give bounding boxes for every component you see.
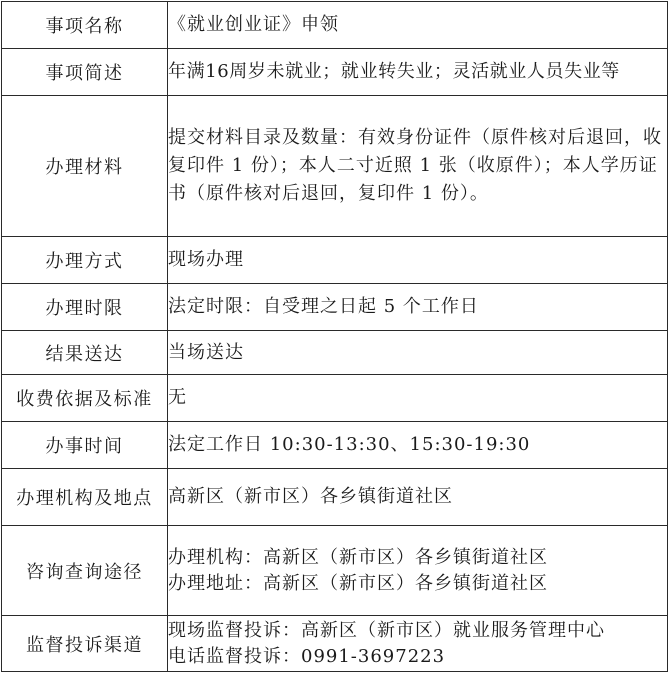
value-inquiry — [168, 526, 668, 616]
row-delivery — [2, 331, 668, 375]
value-delivery — [168, 331, 668, 375]
row-time-limit — [2, 284, 668, 331]
value-line: 《就业创业证》申领 — [168, 14, 339, 35]
value-office-hours — [168, 422, 668, 469]
row-agency-location — [2, 469, 668, 526]
value-line: 现场监督投诉：高新区（新市区）就业服务管理中心 — [168, 619, 605, 641]
label-item-description: 事项简述 — [2, 49, 168, 96]
value-item-description — [168, 49, 668, 96]
label-inquiry: 咨询查询途径 — [2, 526, 168, 616]
label-time-limit: 办理时限 — [2, 284, 168, 331]
value-line: 办理机构：高新区（新市区）各乡镇街道社区 — [168, 546, 548, 568]
label-agency-location: 办理机构及地点 — [2, 469, 168, 526]
value-complaints — [168, 616, 668, 672]
value-time-limit — [168, 284, 668, 331]
value-agency-location — [168, 469, 668, 526]
row-fees — [2, 375, 668, 422]
value-line: 高新区（新市区）各乡镇街道社区 — [168, 486, 453, 507]
label-complaints: 监督投诉渠道 — [2, 616, 168, 672]
value-line: 无 — [168, 387, 187, 408]
label-fees: 收费依据及标准 — [2, 375, 168, 422]
row-method — [2, 237, 668, 284]
value-line: 法定工作日 10:30-13:30、15:30-19:30 — [168, 434, 531, 455]
value-line: 电话监督投诉：0991-3697223 — [168, 645, 446, 667]
label-delivery: 结果送达 — [2, 331, 168, 375]
value-line: 办理地址：高新区（新市区）各乡镇街道社区 — [168, 572, 548, 594]
value-line: 当场送达 — [168, 341, 244, 363]
value-line: 现场办理 — [168, 249, 244, 270]
value-item-name — [168, 2, 668, 49]
value-materials: 提交材料目录及数量：有效身份证件（原件核对后退回，收复印件 1 份）；本人二寸近照 1 张（收原件）；本人学历证书（原件核对后退回，复印件 1 份）。 — [168, 96, 668, 237]
value-line: 年满16周岁未就业；就业转失业；灵活就业人员失业等 — [168, 61, 620, 82]
row-inquiry — [2, 526, 668, 616]
row-complaints — [2, 616, 668, 672]
label-method: 办理方式 — [2, 237, 168, 284]
service-info-table — [1, 1, 668, 672]
label-item-name: 事项名称 — [2, 2, 168, 49]
value-line: 法定时限：自受理之日起 5 个工作日 — [168, 296, 479, 317]
row-materials — [2, 96, 668, 237]
row-office-hours — [2, 422, 668, 469]
row-item-name — [2, 2, 668, 49]
label-materials: 办理材料 — [2, 96, 168, 237]
row-item-description — [2, 49, 668, 96]
value-fees — [168, 375, 668, 422]
label-office-hours: 办事时间 — [2, 422, 168, 469]
value-method — [168, 237, 668, 284]
